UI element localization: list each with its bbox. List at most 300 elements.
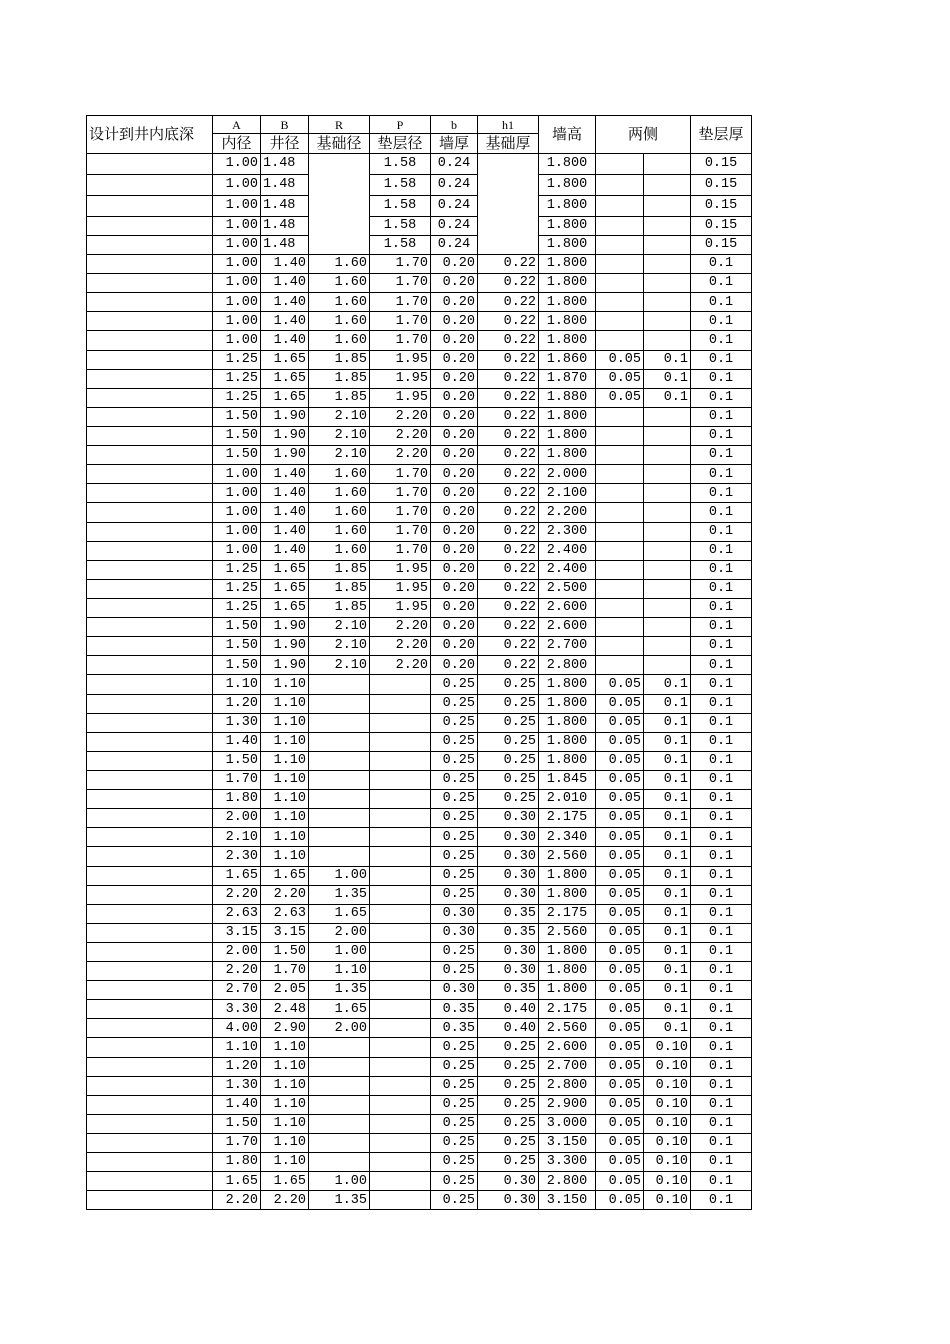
both-sides-right-cell: 0.1 <box>644 828 691 847</box>
cushion-diameter-symbol: P <box>370 116 431 134</box>
table-row <box>87 923 752 942</box>
both-sides-left-cell: 0.05 <box>596 1057 644 1076</box>
cushion-thickness-cell: 0.1 <box>691 981 752 1000</box>
cushion-thickness-cell: 0.1 <box>691 1134 752 1153</box>
wall-height-cell: 1.800 <box>539 751 596 770</box>
cushion-thickness-cell: 0.15 <box>691 196 752 217</box>
both-sides-right-cell <box>644 598 691 617</box>
both-sides-left-cell <box>596 446 644 465</box>
cushion-diameter-cell <box>370 790 431 809</box>
well-diameter-cell: 1.10 <box>261 1153 309 1172</box>
wall-height-cell: 2.340 <box>539 828 596 847</box>
depth-cell <box>87 942 213 961</box>
wall-thickness-cell: 0.24 <box>431 196 478 217</box>
well-diameter-cell: 1.65 <box>261 866 309 885</box>
depth-cell <box>87 675 213 694</box>
inner-diameter-cell: 1.50 <box>213 618 261 637</box>
inner-diameter-cell: 1.25 <box>213 579 261 598</box>
inner-diameter-cell: 4.00 <box>213 1019 261 1038</box>
inner-diameter-cell: 1.10 <box>213 675 261 694</box>
wall-thickness-cell: 0.20 <box>431 255 478 274</box>
inner-diameter-cell: 1.00 <box>213 331 261 350</box>
cushion-diameter-cell <box>370 809 431 828</box>
wall-thickness-cell: 0.25 <box>431 942 478 961</box>
cushion-thickness-cell: 0.1 <box>691 293 752 312</box>
both-sides-right-cell: 0.10 <box>644 1114 691 1133</box>
inner-diameter-cell: 1.25 <box>213 560 261 579</box>
both-sides-left-cell: 0.05 <box>596 675 644 694</box>
both-sides-right-cell <box>644 503 691 522</box>
both-sides-right-cell: 0.1 <box>644 713 691 732</box>
wall-height-cell: 1.800 <box>539 236 596 255</box>
table-row <box>87 732 752 751</box>
well-diameter-cell: 1.40 <box>261 331 309 350</box>
wall-thickness-cell: 0.20 <box>431 541 478 560</box>
well-diameter-cell: 1.65 <box>261 598 309 617</box>
cushion-diameter-cell <box>370 1038 431 1057</box>
foundation-diameter-cell: 1.85 <box>309 350 370 369</box>
foundation-diameter-cell <box>309 847 370 866</box>
cushion-diameter-cell <box>370 1153 431 1172</box>
cushion-diameter-cell <box>370 1019 431 1038</box>
wall-height-cell: 2.700 <box>539 1057 596 1076</box>
wall-thickness-cell: 0.25 <box>431 809 478 828</box>
wall-thickness-cell: 0.25 <box>431 1095 478 1114</box>
foundation-diameter-cell <box>309 790 370 809</box>
both-sides-left-cell: 0.05 <box>596 962 644 981</box>
inner-diameter-cell: 3.30 <box>213 1000 261 1019</box>
table-row <box>87 255 752 274</box>
foundation-thickness-header: 基础厚 <box>478 134 539 154</box>
inner-diameter-cell: 1.25 <box>213 350 261 369</box>
table-row <box>87 274 752 293</box>
both-sides-right-cell <box>644 196 691 217</box>
cushion-thickness-cell: 0.1 <box>691 598 752 617</box>
foundation-diameter-cell: 2.10 <box>309 446 370 465</box>
foundation-diameter-cell: 1.60 <box>309 312 370 331</box>
both-sides-right-cell <box>644 175 691 196</box>
inner-diameter-cell: 1.50 <box>213 1114 261 1133</box>
well-diameter-cell: 1.40 <box>261 255 309 274</box>
both-sides-right-cell: 0.1 <box>644 1000 691 1019</box>
both-sides-left-cell <box>596 175 644 196</box>
wall-height-cell: 1.800 <box>539 255 596 274</box>
wall-thickness-cell: 0.20 <box>431 388 478 407</box>
cushion-diameter-cell: 1.95 <box>370 560 431 579</box>
wall-thickness-header: 墙厚 <box>431 134 478 154</box>
both-sides-left-cell <box>596 255 644 274</box>
both-sides-right-cell: 0.1 <box>644 751 691 770</box>
cushion-diameter-cell: 1.70 <box>370 503 431 522</box>
foundation-thickness-cell: 0.30 <box>478 866 539 885</box>
both-sides-left-cell <box>596 522 644 541</box>
both-sides-right-cell: 0.1 <box>644 962 691 981</box>
cushion-diameter-cell <box>370 866 431 885</box>
foundation-diameter-cell: 1.85 <box>309 598 370 617</box>
well-diameter-cell: 1.65 <box>261 579 309 598</box>
table-row <box>87 236 752 255</box>
table-row <box>87 579 752 598</box>
wall-thickness-cell: 0.25 <box>431 713 478 732</box>
merged-blank-cell <box>478 154 539 255</box>
depth-cell <box>87 522 213 541</box>
cushion-thickness-cell: 0.1 <box>691 426 752 445</box>
wall-thickness-cell: 0.25 <box>431 1057 478 1076</box>
cushion-diameter-cell <box>370 962 431 981</box>
well-diameter-cell: 1.10 <box>261 847 309 866</box>
cushion-thickness-cell: 0.1 <box>691 541 752 560</box>
wall-thickness-cell: 0.25 <box>431 770 478 789</box>
depth-cell <box>87 1057 213 1076</box>
wall-height-cell: 2.560 <box>539 1019 596 1038</box>
wall-thickness-cell: 0.20 <box>431 446 478 465</box>
wall-height-cell: 2.400 <box>539 541 596 560</box>
depth-cell <box>87 1019 213 1038</box>
foundation-diameter-cell <box>309 1076 370 1095</box>
wall-thickness-cell: 0.25 <box>431 790 478 809</box>
wall-height-header: 墙高 <box>539 116 596 154</box>
foundation-diameter-cell: 1.35 <box>309 981 370 1000</box>
both-sides-left-cell: 0.05 <box>596 1000 644 1019</box>
inner-diameter-cell: 1.00 <box>213 312 261 331</box>
header-row-symbols <box>87 116 752 134</box>
both-sides-left-cell: 0.05 <box>596 1114 644 1133</box>
foundation-thickness-cell: 0.22 <box>478 579 539 598</box>
depth-cell <box>87 1000 213 1019</box>
both-sides-left-cell: 0.05 <box>596 809 644 828</box>
foundation-diameter-cell: 1.65 <box>309 1000 370 1019</box>
inner-diameter-cell: 1.10 <box>213 1038 261 1057</box>
table-row <box>87 312 752 331</box>
inner-diameter-cell: 1.65 <box>213 1172 261 1191</box>
well-diameter-cell: 1.40 <box>261 541 309 560</box>
depth-cell <box>87 866 213 885</box>
both-sides-left-cell <box>596 484 644 503</box>
foundation-thickness-cell: 0.25 <box>478 1134 539 1153</box>
wall-thickness-cell: 0.35 <box>431 1000 478 1019</box>
cushion-thickness-cell: 0.1 <box>691 923 752 942</box>
well-diameter-cell: 1.40 <box>261 503 309 522</box>
well-diameter-cell: 1.65 <box>261 1172 309 1191</box>
foundation-thickness-cell: 0.22 <box>478 331 539 350</box>
both-sides-right-cell <box>644 618 691 637</box>
foundation-diameter-cell: 1.60 <box>309 255 370 274</box>
table-row <box>87 637 752 656</box>
table-row <box>87 751 752 770</box>
table-row <box>87 522 752 541</box>
wall-thickness-cell: 0.25 <box>431 1172 478 1191</box>
wall-thickness-cell: 0.25 <box>431 828 478 847</box>
table-row <box>87 1172 752 1191</box>
depth-cell <box>87 790 213 809</box>
wall-height-cell: 1.800 <box>539 407 596 426</box>
foundation-diameter-cell <box>309 1095 370 1114</box>
well-diameter-cell: 1.50 <box>261 942 309 961</box>
cushion-thickness-cell: 0.15 <box>691 175 752 196</box>
well-diameter-cell: 1.40 <box>261 522 309 541</box>
table-row <box>87 656 752 675</box>
well-diameter-cell: 1.65 <box>261 369 309 388</box>
foundation-diameter-cell: 1.60 <box>309 503 370 522</box>
wall-height-cell: 1.800 <box>539 217 596 236</box>
well-diameter-cell: 1.10 <box>261 809 309 828</box>
inner-diameter-cell: 2.00 <box>213 942 261 961</box>
wall-thickness-cell: 0.25 <box>431 1114 478 1133</box>
cushion-diameter-cell <box>370 1095 431 1114</box>
foundation-diameter-cell: 1.10 <box>309 962 370 981</box>
foundation-thickness-cell: 0.22 <box>478 541 539 560</box>
foundation-thickness-cell: 0.25 <box>478 1057 539 1076</box>
cushion-diameter-cell <box>370 1076 431 1095</box>
cushion-thickness-cell: 0.1 <box>691 579 752 598</box>
both-sides-left-cell <box>596 579 644 598</box>
cushion-thickness-cell: 0.1 <box>691 962 752 981</box>
well-diameter-cell: 1.90 <box>261 637 309 656</box>
cushion-thickness-cell: 0.1 <box>691 904 752 923</box>
depth-cell <box>87 236 213 255</box>
wall-height-cell: 1.800 <box>539 732 596 751</box>
wall-height-cell: 3.150 <box>539 1134 596 1153</box>
wall-thickness-cell: 0.24 <box>431 217 478 236</box>
cushion-diameter-cell: 1.70 <box>370 465 431 484</box>
wall-height-cell: 1.800 <box>539 866 596 885</box>
cushion-thickness-cell: 0.1 <box>691 866 752 885</box>
wall-height-cell: 1.800 <box>539 694 596 713</box>
cushion-diameter-cell: 1.70 <box>370 312 431 331</box>
wall-thickness-cell: 0.20 <box>431 465 478 484</box>
cushion-diameter-cell: 1.58 <box>370 217 431 236</box>
both-sides-left-cell: 0.05 <box>596 732 644 751</box>
both-sides-left-cell <box>596 656 644 675</box>
foundation-thickness-cell: 0.40 <box>478 1019 539 1038</box>
wall-height-cell: 1.800 <box>539 885 596 904</box>
well-diameter-cell: 1.40 <box>261 312 309 331</box>
wall-thickness-cell: 0.20 <box>431 579 478 598</box>
foundation-thickness-cell: 0.25 <box>478 675 539 694</box>
wall-thickness-cell: 0.25 <box>431 1153 478 1172</box>
foundation-thickness-cell: 0.22 <box>478 522 539 541</box>
well-diameter-cell: 2.20 <box>261 885 309 904</box>
foundation-thickness-cell: 0.30 <box>478 847 539 866</box>
wall-height-cell: 2.400 <box>539 560 596 579</box>
table-row <box>87 1076 752 1095</box>
wall-height-cell: 1.870 <box>539 369 596 388</box>
inner-diameter-cell: 1.65 <box>213 866 261 885</box>
foundation-thickness-cell: 0.25 <box>478 770 539 789</box>
depth-cell <box>87 446 213 465</box>
cushion-thickness-cell: 0.1 <box>691 885 752 904</box>
cushion-thickness-cell: 0.15 <box>691 236 752 255</box>
well-diameter-cell: 1.90 <box>261 618 309 637</box>
depth-cell <box>87 196 213 217</box>
cushion-diameter-cell: 1.58 <box>370 154 431 175</box>
cushion-diameter-header: 垫层径 <box>370 134 431 154</box>
well-diameter-cell: 1.48 <box>261 154 309 175</box>
both-sides-right-cell: 0.1 <box>644 770 691 789</box>
cushion-thickness-cell: 0.1 <box>691 847 752 866</box>
both-sides-right-cell: 0.10 <box>644 1172 691 1191</box>
inner-diameter-cell: 1.50 <box>213 656 261 675</box>
wall-height-cell: 1.800 <box>539 196 596 217</box>
foundation-diameter-cell <box>309 713 370 732</box>
both-sides-left-cell: 0.05 <box>596 923 644 942</box>
wall-thickness-cell: 0.30 <box>431 904 478 923</box>
depth-cell <box>87 618 213 637</box>
depth-cell <box>87 274 213 293</box>
cushion-diameter-cell: 2.20 <box>370 618 431 637</box>
both-sides-left-cell: 0.05 <box>596 388 644 407</box>
both-sides-left-cell: 0.05 <box>596 828 644 847</box>
foundation-thickness-cell: 0.30 <box>478 828 539 847</box>
cushion-thickness-cell: 0.1 <box>691 560 752 579</box>
foundation-diameter-cell: 1.85 <box>309 369 370 388</box>
depth-cell <box>87 331 213 350</box>
cushion-diameter-cell: 1.70 <box>370 255 431 274</box>
foundation-diameter-cell: 2.10 <box>309 618 370 637</box>
wall-height-cell: 1.800 <box>539 331 596 350</box>
wall-height-cell: 2.900 <box>539 1095 596 1114</box>
both-sides-left-cell: 0.05 <box>596 1172 644 1191</box>
both-sides-right-cell <box>644 637 691 656</box>
cushion-thickness-cell: 0.1 <box>691 618 752 637</box>
foundation-thickness-cell: 0.30 <box>478 1191 539 1210</box>
depth-cell <box>87 732 213 751</box>
foundation-diameter-cell: 1.35 <box>309 1191 370 1210</box>
both-sides-left-cell: 0.05 <box>596 1076 644 1095</box>
both-sides-left-cell <box>596 236 644 255</box>
depth-cell <box>87 962 213 981</box>
well-diameter-cell: 1.10 <box>261 770 309 789</box>
foundation-thickness-cell: 0.22 <box>478 560 539 579</box>
both-sides-right-cell: 0.1 <box>644 809 691 828</box>
cushion-diameter-cell <box>370 885 431 904</box>
both-sides-left-cell <box>596 217 644 236</box>
inner-diameter-cell: 1.00 <box>213 154 261 175</box>
wall-thickness-cell: 0.20 <box>431 331 478 350</box>
foundation-thickness-cell: 0.22 <box>478 598 539 617</box>
table-row <box>87 196 752 217</box>
foundation-diameter-cell <box>309 809 370 828</box>
cushion-diameter-cell: 1.95 <box>370 369 431 388</box>
foundation-diameter-cell <box>309 694 370 713</box>
wall-thickness-cell: 0.30 <box>431 981 478 1000</box>
cushion-diameter-cell: 2.20 <box>370 407 431 426</box>
depth-cell <box>87 885 213 904</box>
foundation-thickness-cell: 0.22 <box>478 618 539 637</box>
foundation-diameter-cell <box>309 751 370 770</box>
table-row <box>87 694 752 713</box>
foundation-diameter-cell: 1.60 <box>309 484 370 503</box>
both-sides-right-cell <box>644 465 691 484</box>
table-row <box>87 904 752 923</box>
inner-diameter-cell: 2.63 <box>213 904 261 923</box>
both-sides-right-cell <box>644 484 691 503</box>
both-sides-right-cell: 0.1 <box>644 732 691 751</box>
cushion-diameter-cell <box>370 981 431 1000</box>
foundation-diameter-cell: 1.60 <box>309 274 370 293</box>
wall-height-cell: 2.100 <box>539 484 596 503</box>
inner-diameter-cell: 1.25 <box>213 388 261 407</box>
inner-diameter-cell: 1.00 <box>213 484 261 503</box>
depth-header: 设计到井内底深 <box>87 116 213 154</box>
depth-cell <box>87 694 213 713</box>
both-sides-left-cell: 0.05 <box>596 1191 644 1210</box>
foundation-diameter-cell <box>309 1114 370 1133</box>
inner-diameter-cell: 1.00 <box>213 255 261 274</box>
cushion-thickness-cell: 0.1 <box>691 751 752 770</box>
both-sides-header: 两侧 <box>596 116 691 154</box>
inner-diameter-cell: 1.00 <box>213 196 261 217</box>
well-diameter-cell: 1.10 <box>261 1076 309 1095</box>
wall-height-cell: 1.800 <box>539 446 596 465</box>
cushion-thickness-cell: 0.1 <box>691 656 752 675</box>
inner-diameter-cell: 2.20 <box>213 962 261 981</box>
depth-cell <box>87 293 213 312</box>
cushion-diameter-cell <box>370 1172 431 1191</box>
table-row <box>87 1057 752 1076</box>
well-diameter-cell: 1.65 <box>261 350 309 369</box>
wall-thickness-cell: 0.25 <box>431 675 478 694</box>
well-diameter-symbol: B <box>261 116 309 134</box>
wall-height-cell: 2.600 <box>539 1038 596 1057</box>
foundation-thickness-cell: 0.35 <box>478 904 539 923</box>
well-diameter-cell: 2.05 <box>261 981 309 1000</box>
well-diameter-cell: 1.10 <box>261 790 309 809</box>
depth-cell <box>87 1153 213 1172</box>
foundation-thickness-cell: 0.25 <box>478 1038 539 1057</box>
cushion-diameter-cell <box>370 828 431 847</box>
well-diameter-cell: 1.40 <box>261 293 309 312</box>
table-row <box>87 446 752 465</box>
cushion-diameter-cell <box>370 694 431 713</box>
wall-thickness-cell: 0.20 <box>431 522 478 541</box>
depth-cell <box>87 175 213 196</box>
inner-diameter-cell: 1.20 <box>213 1057 261 1076</box>
inner-diameter-cell: 2.70 <box>213 981 261 1000</box>
well-diameter-cell: 1.65 <box>261 388 309 407</box>
foundation-thickness-cell: 0.40 <box>478 1000 539 1019</box>
foundation-thickness-cell: 0.25 <box>478 751 539 770</box>
wall-height-cell: 2.175 <box>539 904 596 923</box>
cushion-thickness-cell: 0.1 <box>691 274 752 293</box>
both-sides-left-cell <box>596 560 644 579</box>
both-sides-left-cell: 0.05 <box>596 713 644 732</box>
well-diameter-cell: 1.48 <box>261 175 309 196</box>
inner-diameter-cell: 1.50 <box>213 446 261 465</box>
both-sides-left-cell: 0.05 <box>596 866 644 885</box>
depth-cell <box>87 923 213 942</box>
cushion-thickness-cell: 0.1 <box>691 637 752 656</box>
cushion-diameter-cell <box>370 675 431 694</box>
well-diameter-cell: 1.48 <box>261 217 309 236</box>
table-row <box>87 866 752 885</box>
inner-diameter-cell: 1.70 <box>213 1134 261 1153</box>
both-sides-left-cell <box>596 637 644 656</box>
cushion-thickness-cell: 0.1 <box>691 790 752 809</box>
cushion-diameter-cell: 1.70 <box>370 293 431 312</box>
well-diameter-cell: 1.10 <box>261 1057 309 1076</box>
cushion-diameter-cell: 1.58 <box>370 175 431 196</box>
both-sides-left-cell <box>596 331 644 350</box>
foundation-diameter-cell <box>309 828 370 847</box>
cushion-diameter-cell <box>370 942 431 961</box>
inner-diameter-cell: 1.00 <box>213 274 261 293</box>
table-row <box>87 1114 752 1133</box>
depth-cell <box>87 541 213 560</box>
well-diameter-cell: 1.70 <box>261 962 309 981</box>
table-row <box>87 713 752 732</box>
cushion-thickness-cell: 0.1 <box>691 1019 752 1038</box>
